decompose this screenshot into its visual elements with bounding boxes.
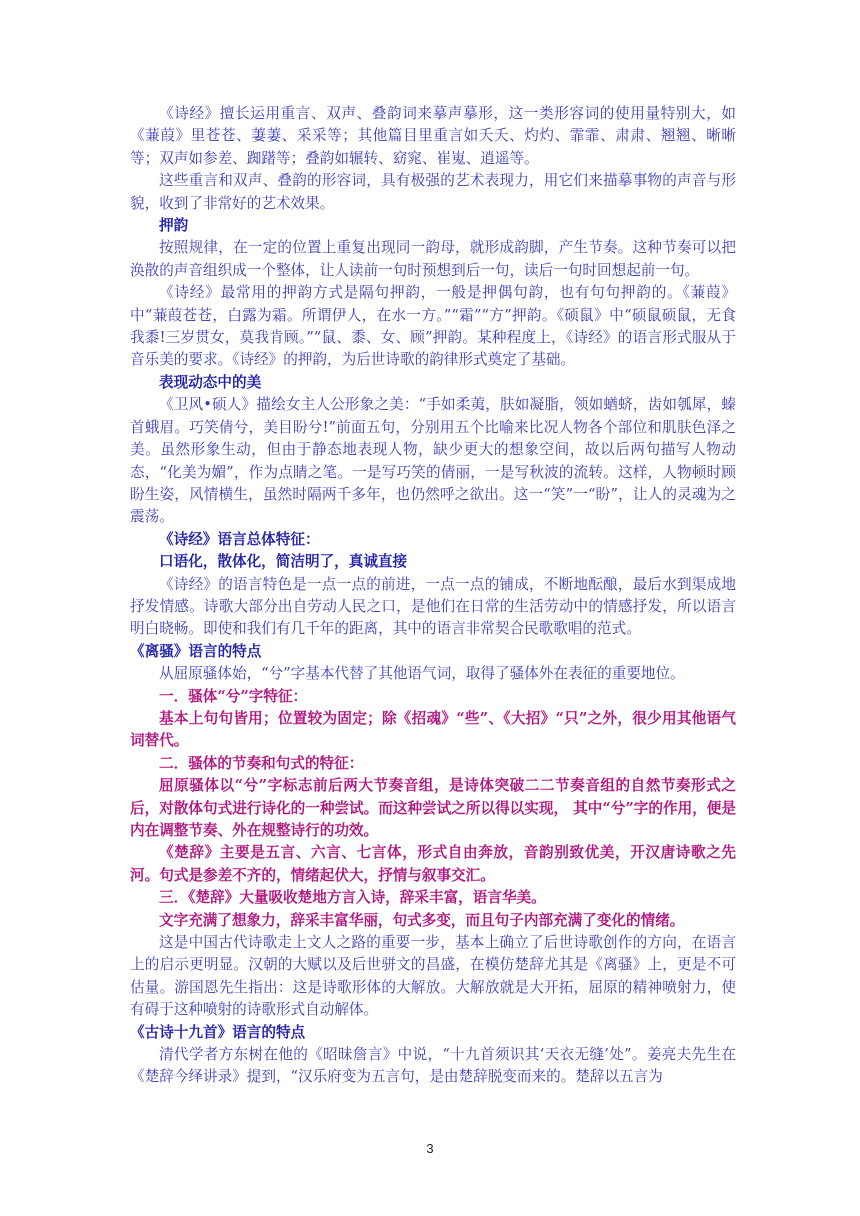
heading-dynamic-beauty: 表现动态中的美 (159, 373, 262, 391)
paragraph-rhyme-method: 《诗经》最常用的押韵方式是隔句押韵，一般是押偶句韵，也有句句押韵的。《蒹葭》中“蒹葭苍苍，白露为霜。所谓伊人，在水一方。”“霜”“方”押韵。《硕鼠》中“硕鼠硕鼠，无食我黍!三岁贯女，莫我肯顾。”“鼠、黍、女、顾”押韵。某种程度上，《诗经》的语言形式服从于音乐美的要求。《诗经》的押韵，为后世诗歌的韵律形式奠定了基础。 (130, 284, 736, 369)
paragraph-shijing-language: 《诗经》的语言特色是一点一点的前进，一点一点的铺成，不断地酝酿，最后水到渠成地抒发情感。诗歌大部分出自劳动人民之口，是他们在日常的生活劳动中的情感抒发，所以语言明白晓畅。即使和我们有几千年的距离，其中的语言非常契合民歌歌唱的范式。 (130, 575, 736, 638)
paragraph-literati-path: 这是中国古代诗歌走上文人之路的重要一步，基本上确立了后世诗歌创作的方向，在语言上的启示更明显。汉朝的大赋以及后世骈文的昌盛，在模仿楚辞尤其是《离骚》上，更是不可估量。游国恩先生指出：这是诗歌形体的大解放。大解放就是大开拓，屈原的精神喷射力，使有碍于这种喷射的诗歌形式自动解体。 (130, 934, 736, 1019)
heading-shijing-features: 《诗经》语言总体特征： (159, 530, 320, 548)
paragraph-rhythm-syntax: 屈原骚体以“兮”字标志前后两大节奏音组，是诗体突破二二节奏音组的自然节奏形式之后，对散体句式进行诗化的一种尝试。而这种尝试之所以得以实现， 其中“兮”字的作用，便是内在调整节奏、外在规整诗行的功效。 (130, 777, 736, 839)
section-title-nineteen-poems: 《古诗十九首》语言的特点 (130, 1023, 306, 1041)
heading-xi-feature: 一．骚体“兮”字特征： (159, 687, 308, 705)
page-number: 3 (426, 1141, 434, 1156)
paragraph-reduplication: 《诗经》擅长运用重言、双声、叠韵词来摹声摹形，这一类形容词的使用量特别大，如《蒹葭》里苍苍、萋萋、采采等；其他篇目里重言如夭夭、灼灼、霏霏、肃肃、翘翘、晰晰等；双声如参差、踟躇等；叠韵如辗转、窈窕、崔嵬、逍遥等。 (130, 105, 736, 167)
paragraph-shuoren: 《卫风•硕人》描绘女主人公形象之美：“手如柔荑，肤如凝脂，领如蝤蛴，齿如瓠犀，螓首蛾眉。巧笑倩兮，美目盼兮!”前面五句，分别用五个比喻来比况人物各个部位和肌肤色泽之美。虽然形象生动，但由于静态地表现人物，缺少更大的想象空间，故以后两句描写人物动态，“化美为媚”，作为点睛之笔。一是写巧笑的倩丽，一是写秋波的流转。这样，人物顿时顾盼生姿，风情横生，虽然时隔两千多年，也仍然呼之欲出。这一“笑”一“盼”，让人的灵魂为之震荡。 (130, 396, 736, 526)
paragraph-xi-usage: 基本上句句皆用；位置较为固定；除《招魂》“些”、《大招》“只”之外，很少用其他语气词替代。 (130, 709, 736, 750)
section-title-lisao: 《离骚》语言的特点 (130, 642, 262, 660)
page-body (130, 103, 736, 1089)
heading-colloquial: 口语化，散体化，简洁明了，真诚直接 (159, 553, 408, 571)
paragraph-rhyme-rule: 按照规律，在一定的位置上重复出现同一韵母，就形成韵脚，产生节奏。这种节奏可以把涣散的声音组织成一个整体，让人读前一句时预想到后一句，读后一句时回想起前一句。 (130, 239, 736, 279)
paragraph-xi-intro: 从屈原骚体始，“兮”字基本代替了其他语气词，取得了骚体外在表征的重要地位。 (159, 665, 685, 683)
paragraph-imagination: 文字充满了想象力，辞采丰富华丽，句式多变，而且句子内部充满了变化的情绪。 (159, 911, 685, 929)
heading-rhythm-syntax: 二．骚体的节奏和句式的特征： (159, 754, 364, 772)
heading-rhyme: 押韵 (159, 217, 189, 235)
paragraph-fang-dongshu: 清代学者方东树在他的《昭昧詹言》中说，“十九首须识其‘天衣无缝’处”。姜亮夫先生在《楚辞今绎讲录》提到，“汉乐府变为五言句，是由楚辞脱变而来的。楚辞以五言为 (130, 1046, 736, 1086)
heading-chu-dialect: 三．《楚辞》大量吸收楚地方言入诗，辞采丰富，语言华美。 (159, 889, 546, 907)
paragraph-chuci-forms: 《楚辞》主要是五言、六言、七言体，形式自由奔放，音韵别致优美，开汉唐诗歌之先河。句式是参差不齐的，情绪起伏大，抒情与叙事交汇。 (130, 844, 736, 884)
paragraph-expressive-power: 这些重言和双声、叠韵的形容词，具有极强的艺术表现力，用它们来描摹事物的声音与形貌，收到了非常好的艺术效果。 (130, 172, 736, 212)
